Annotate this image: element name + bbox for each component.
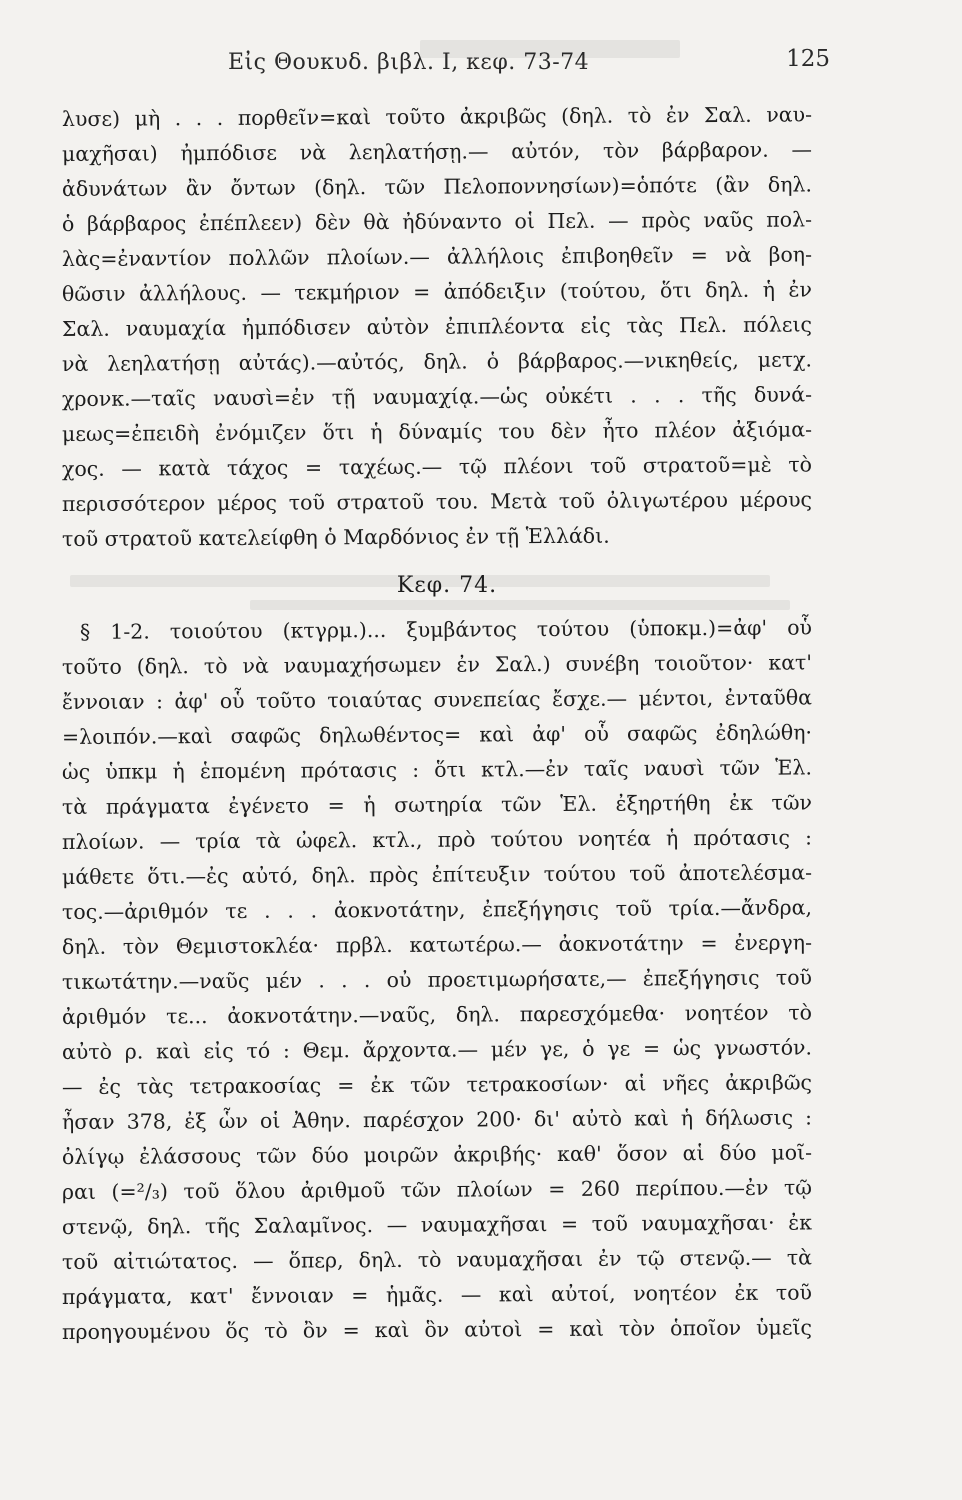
text-line: — ἐς τὰς τετρακοσίας = ἐκ τῶν τετρακοσίων· αἱ νῆες ἀκριβῶς xyxy=(61,1070,813,1099)
text-line: τοῦ στρατοῦ κατελείφθη ὁ Μαρδόνιος ἐν τῇ Ἑλλάδι. xyxy=(61,523,610,551)
text-line: προηγουμένου ὅς τὸ ὂν = καὶ ὃν αὐτοὶ = καὶ τὸν ὁποῖον ὑμεῖς xyxy=(61,1315,813,1344)
text-line: τικωτάτην.—ναῦς μέν . . . οὐ προετιμωρήσατε,— ἐπεξήγησις τοῦ xyxy=(61,965,813,994)
text-line: μαχῆσαι) ἠμπόδισε νὰ λεηλατήσῃ.— αὐτόν, τὸν βάρβαρον. — xyxy=(61,137,813,166)
chapter-heading: Κεφ. 74. xyxy=(396,573,498,598)
text-line: ὡς ὑπκμ ἡ ἑπομένη πρότασις : ὅτι κτλ.—ἐν ταῖς ναυσὶ τῶν Ἑλ. xyxy=(61,755,813,784)
text-line: λὰς=ἐναντίον πολλῶν πλοίων.— ἀλλήλοις ἐπιβοηθεῖν = νὰ βοη- xyxy=(61,242,813,271)
text-line: περισσότερον μέρος τοῦ στρατοῦ του. Μετὰ τοῦ ὀλιγωτέρου μέρους xyxy=(61,487,813,516)
text-line: τοῦ αἰτιώτατος. — ὅπερ, δηλ. τὸ ναυμαχῆσαι ἐν τῷ στενῷ.— τὰ xyxy=(61,1245,813,1274)
text-line: Σαλ. ναυμαχία ἠμπόδισεν αὐτὸν ἐπιπλέοντα εἰς τὰς Πελ. πόλεις xyxy=(61,312,813,341)
text-line: πράγματα, κατ' ἔννοιαν = ἡμᾶς. — καὶ αὐτοί, νοητέον ἐκ τοῦ xyxy=(61,1280,813,1309)
text-line: αὐτὸ ρ. καὶ εἰς τό : Θεμ. ἄρχοντα.— μέν γε, ὁ γε = ὡς γνωστόν. xyxy=(61,1035,813,1064)
text-line: λυσε) μὴ . . . πορθεῖν=καὶ τοῦτο ἀκριβῶς (δηλ. τὸ ἐν Σαλ. ναυ- xyxy=(61,102,813,131)
text-line: ἔννοιαν : ἀφ' οὗ τοῦτο τοιαύτας συνεπείας ἔσχε.— μέντοι, ἐνταῦθα xyxy=(61,685,813,714)
text-line: ραι (=²/₃) τοῦ ὅλου ἀριθμοῦ τῶν πλοίων = 260 περίπου.—ἐν τῷ xyxy=(61,1175,813,1204)
text-line: ὁ βάρβαρος ἐπέπλεεν) δὲν θὰ ἠδύναντο οἱ Πελ. — πρὸς ναῦς πολ- xyxy=(61,207,813,236)
text-line: χρονκ.—ταῖς ναυσὶ=ἐν τῇ ναυμαχίᾳ.—ὡς οὐκέτι . . . τῆς δυνά- xyxy=(61,382,813,411)
commentary-text xyxy=(62,102,812,1350)
text-line: τος.—ἀριθμόν τε . . . ἀοκνοτάτην, ἐπεξήγησις τοῦ τρία.—ἄνδρα, xyxy=(61,895,813,924)
text-line: τὰ πράγματα ἐγένετο = ἡ σωτηρία τῶν Ἑλ. ἐξηρτήθη ἐκ τῶν xyxy=(61,790,813,819)
text-line: ἀριθμόν τε... ἀοκνοτάτην.—ναῦς, δηλ. παρεσχόμεθα· νοητέον τὸ xyxy=(61,1000,813,1029)
text-line: στενῷ, δηλ. τῆς Σαλαμῖνος. — ναυμαχῆσαι = τοῦ ναυμαχῆσαι· ἐκ xyxy=(61,1210,813,1239)
text-line: χος. — κατὰ τάχος = ταχέως.— τῷ πλέονι τοῦ στρατοῦ=μὲ τὸ xyxy=(61,452,813,481)
text-line: =λοιπόν.—καὶ σαφῶς δηλωθέντος= καὶ ἀφ' οὗ σαφῶς ἐδηλώθη· xyxy=(61,720,813,749)
paragraph-2 xyxy=(62,615,812,1350)
paragraph-1 xyxy=(62,102,812,557)
text-line: θῶσιν ἀλλήλους. — τεκμήριον = ἀπόδειξιν (τούτου, ὅτι δηλ. ἡ ἐν xyxy=(61,277,813,306)
text-line: ἀδυνάτων ἂν ὄντων (δηλ. τῶν Πελοποννησίων)=ὁπότε (ἂν δηλ. xyxy=(61,172,813,201)
text-line: § 1-2. τοιούτου (κτγρμ.)... ξυμβάντος τούτου (ὑποκμ.)=ἀφ' οὗ xyxy=(79,615,813,644)
text-line: τοῦτο (δηλ. τὸ νὰ ναυμαχήσωμεν ἐν Σαλ.) συνέβη τοιοῦτον· κατ' xyxy=(61,650,813,679)
text-line: μάθετε ὅτι.—ἐς αὐτό, δηλ. πρὸς ἐπίτευξιν τούτου τοῦ ἀποτελέσμα- xyxy=(61,860,813,889)
page-number: 125 xyxy=(786,46,830,72)
page-header xyxy=(130,42,830,82)
text-line: πλοίων. — τρία τὰ ὠφελ. κτλ., πρὸ τούτου νοητέα ἡ πρότασις : xyxy=(61,825,813,854)
text-line: ὀλίγῳ ἐλάσσους τῶν δύο μοιρῶν ἀκριβής· καθ' ὅσον αἱ δύο μοῖ- xyxy=(61,1140,813,1169)
text-line: δηλ. τὸν Θεμιστοκλέα· πρβλ. κατωτέρω.— ἀοκνοτάτην = ἐνεργη- xyxy=(61,930,813,959)
text-line: ἦσαν 378, ἐξ ὧν οἱ Ἀθην. παρέσχον 200· δι' αὐτὸ καὶ ἡ δήλωσις : xyxy=(61,1105,813,1134)
text-line: νὰ λεηλατήσῃ αὐτάς).—αὐτός, δηλ. ὁ βάρβαρος.—νικηθείς, μετχ. xyxy=(61,347,813,376)
running-title: Εἰς Θουκυδ. βιβλ. I, κεφ. 73-74 xyxy=(228,50,590,75)
text-line: μεως=ἐπειδὴ ἐνόμιζεν ὅτι ἡ δύναμίς του δὲν ἦτο πλέον ἀξιόμα- xyxy=(61,417,813,446)
